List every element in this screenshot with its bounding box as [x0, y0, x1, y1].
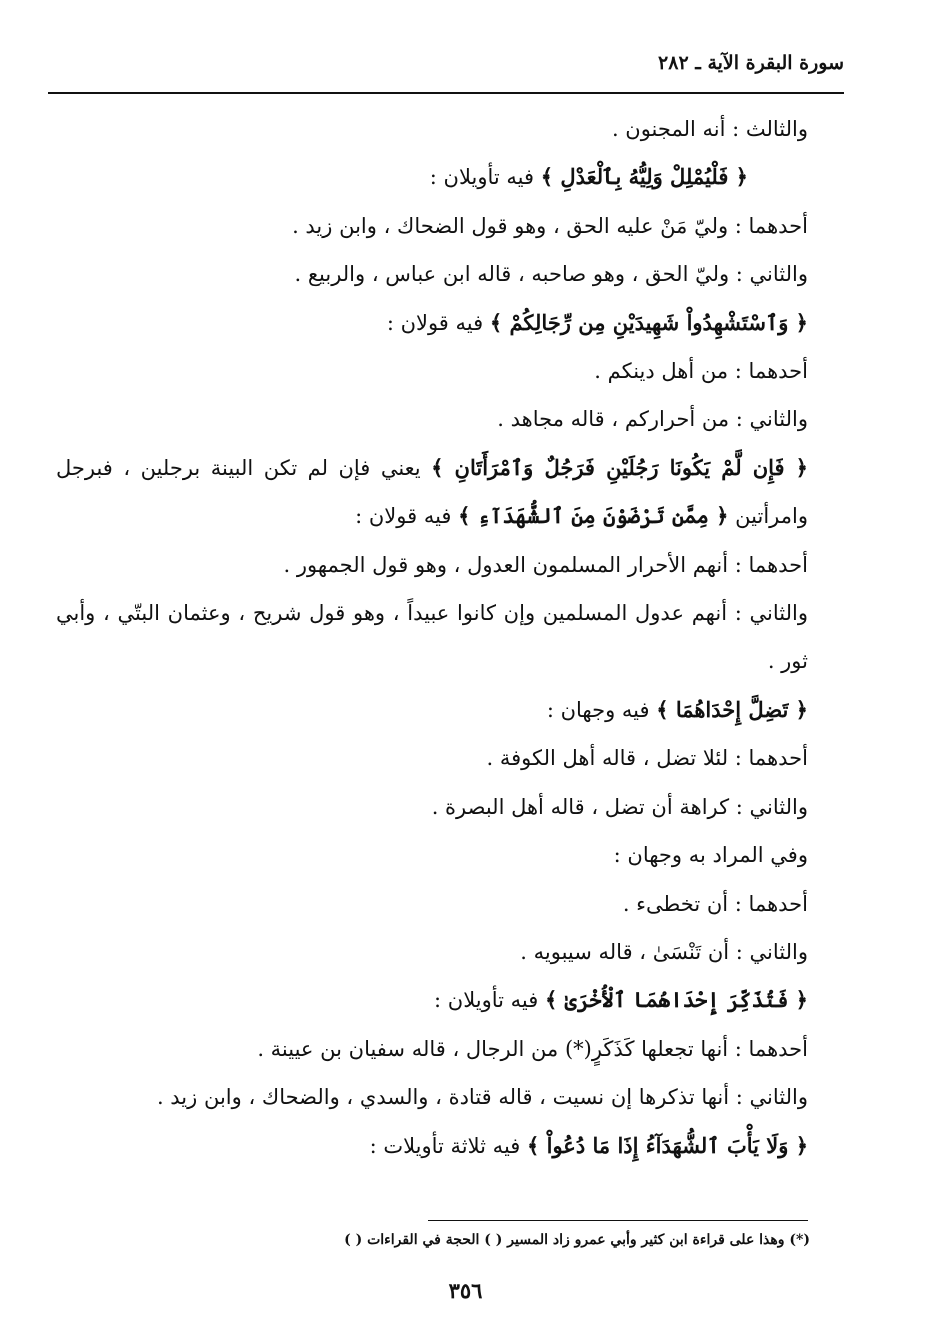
page-body — [56, 105, 808, 1170]
quran-verse: ﴿ وَٱسْتَشْهِدُواْ شَهِيدَيْنِ مِن رِّجَالِكُمْ ﴾ — [489, 309, 808, 335]
text-line: أحدهما : أن تخطىء . — [622, 891, 808, 916]
footnote: (*) وهذا على قراءة ابن كثير وأبي عمرو زاد المسير ( ) الحجة في القراءات ( ) — [344, 1232, 810, 1248]
header-title: سورة البقرة الآية ـ ٢٨٢ — [658, 52, 844, 74]
text-line: والثاني : أنهم عدول المسلمين وإن كانوا عبيداً ، وهو قول شريح ، وعثمان البتّي ، وأبي ثور . — [56, 601, 808, 674]
verse-line: ﴿ وَٱسْتَشْهِدُواْ شَهِيدَيْنِ مِن رِّجَالِكُمْ ﴾ فيه قولان : — [386, 309, 808, 335]
text-line: وفي المراد به وجهان : — [613, 843, 808, 868]
text-line: والثاني : أن تَنْسَىٰ ، قاله سيبويه . — [520, 939, 808, 964]
quran-verse: ﴿ وَلَا يَأْبَ ٱلشُّهَدَآءُ إِذَا مَا دُعُواْ ﴾ — [527, 1132, 808, 1158]
text-line: والثاني : وليّ الحق ، وهو صاحبه ، قاله ابن عباس ، والربيع . — [294, 262, 808, 287]
text-line: والثالث : أنه المجنون . — [611, 117, 808, 141]
text-line: والثاني : أنها تذكرها إن نسيت ، قاله قتادة ، والسدي ، والضحاك ، وابن زيد . — [156, 1085, 808, 1110]
text-line: والثاني : كراهة أن تضل ، قاله أهل البصرة . — [431, 794, 808, 819]
text-line: أحدهما : لئلا تضل ، قاله أهل الكوفة . — [486, 746, 808, 771]
quran-verse: ﴿ فَإِن لَّمْ يَكُونَا رَجُلَيْنِ فَرَجُلٌ وَٱمْرَأَتَانِ ﴾ — [431, 454, 808, 480]
text-line: والثاني : من أحراركم ، قاله مجاهد . — [497, 407, 808, 432]
verse-line: ﴿ فَتُذَكِّرَ إِحْدَاهُمَا ٱلْأُخْرَىٰ ﴾ فيه تأويلان : — [434, 987, 808, 1013]
header-rule — [48, 92, 844, 94]
verse-line: ﴿ تَضِلَّ إِحْدَاهُمَا ﴾ فيه وجهان : — [546, 696, 808, 722]
footnote-rule — [428, 1220, 808, 1221]
text-line: أحدهما : من أهل دينكم . — [594, 359, 808, 384]
verse-line: ﴿ وَلَا يَأْبَ ٱلشُّهَدَآءُ إِذَا مَا دُعُواْ ﴾ فيه ثلاثة تأويلات : — [369, 1132, 808, 1158]
text-line: أحدهما : أنهم الأحرار المسلمون العدول ، وهو قول الجمهور . — [283, 552, 808, 577]
verse-line: ﴿ فَلْيُمْلِلْ وَلِيُّهُ بِٱلْعَدْلِ ﴾ فيه تأويلان : — [429, 164, 748, 190]
page-number: ٣٥٦ — [448, 1278, 483, 1303]
verse-line: ﴿ فَإِن لَّمْ يَكُونَا رَجُلَيْنِ فَرَجُلٌ وَٱمْرَأَتَانِ ﴾ يعني فإن لم تكن البينة برجلين ، فبرجل وامرأتين ﴿ مِمَّن تَرْضَوْنَ مِنَ ٱلشُّهَدَآءِ ﴾ فيه قولان : — [56, 454, 808, 529]
quran-verse: ﴿ فَتُذَكِّرَ إِحْدَاهُمَا ٱلْأُخْرَىٰ ﴾ — [544, 987, 808, 1013]
text-line: أحدهما : أنها تجعلها كَذَكَرٍ(*) من الرجال ، قاله سفيان بن عيينة . — [257, 1036, 808, 1061]
running-header — [48, 52, 844, 74]
quran-verse: ﴿ مِمَّن تَرْضَوْنَ مِنَ ٱلشُّهَدَآءِ ﴾ — [458, 503, 729, 529]
quran-verse: ﴿ فَلْيُمْلِلْ وَلِيُّهُ بِٱلْعَدْلِ ﴾ — [540, 164, 748, 190]
text-line: أحدهما : وليّ مَنْ عليه الحق ، وهو قول الضحاك ، وابن زيد . — [292, 213, 808, 238]
quran-verse: ﴿ تَضِلَّ إِحْدَاهُمَا ﴾ — [656, 696, 808, 722]
